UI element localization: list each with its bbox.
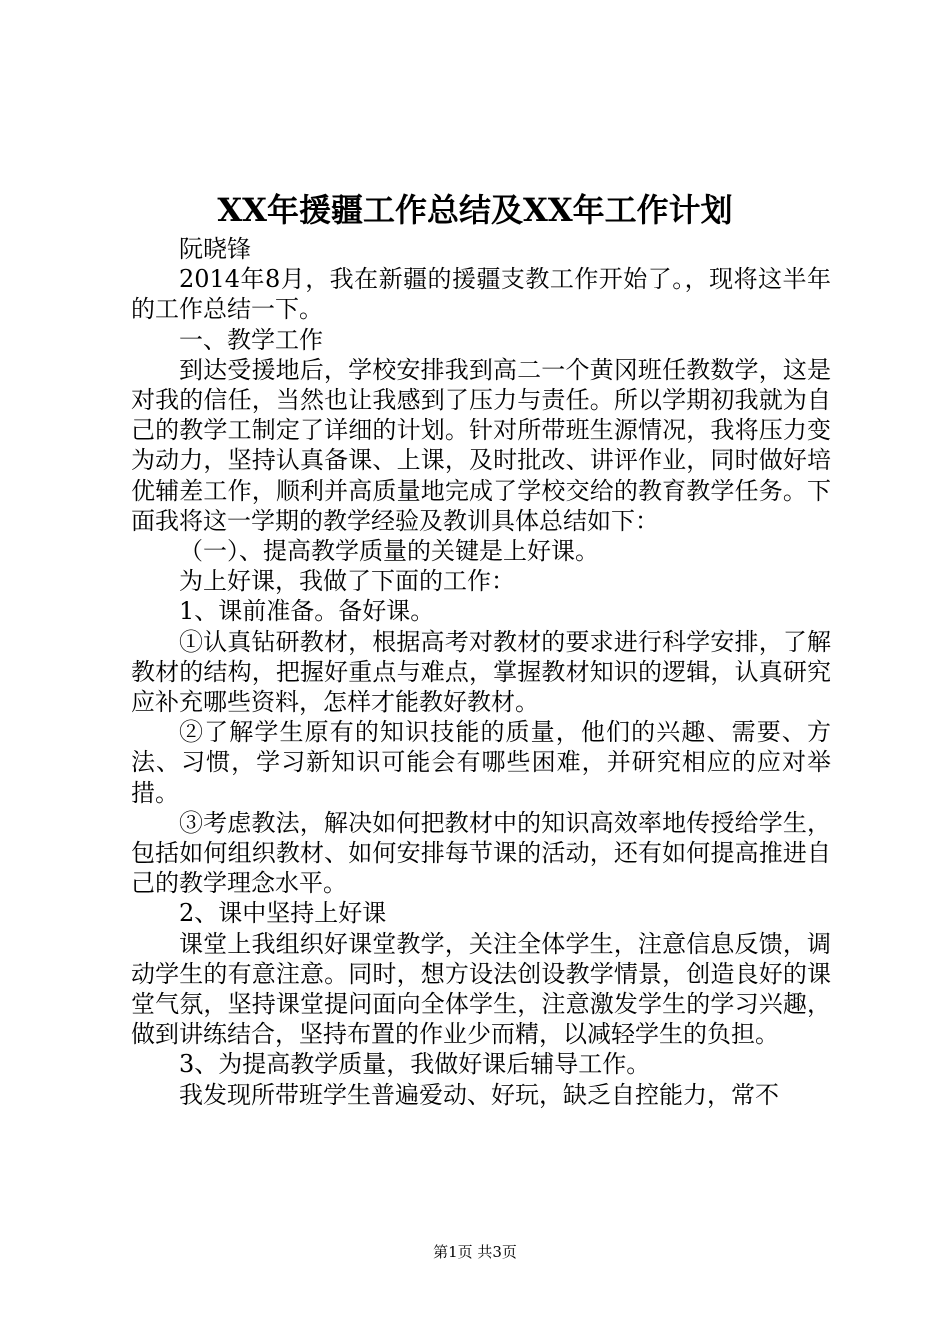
paragraph: 到达受援地后，学校安排我到高二一个黄冈班任教数学，这是对我的信任，当然也让我感到了压力与责任。所以学期初我就为自己的教学工制定了详细的计划。针对所带班生源情况，我将压力变为动力，坚持认真备课、上课，及时批改、讲评作业，同时做好培优辅差工作，顺利并高质量地完成了学校交给的教育教学任务。下面我将这一学期的教学经验及教训具体总结如下： [131, 355, 831, 535]
author-line: 阮晓锋 [179, 235, 251, 263]
section-heading: 一、教学工作 [179, 325, 323, 354]
paragraph: 课堂上我组织好课堂教学，关注全体学生，注意信息反馈，调动学生的有意注意。同时，想方设法创设教学情景，创造良好的课堂气氛，坚持课堂提问面向全体学生，注意激发学生的学习兴趣，做到讲练结合，坚持布置的作业少而精，以减轻学生的负担。 [131, 929, 831, 1049]
paragraph: 为上好课，我做了下面的工作： [179, 567, 515, 596]
paragraph: ②了解学生原有的知识技能的质量，他们的兴趣、需要、方法、习惯，学习新知识可能会有哪些困难，并研究相应的应对举措。 [131, 718, 831, 807]
paragraph: 我发现所带班学生普遍爱动、好玩，缺乏自控能力，常不 [179, 1080, 779, 1109]
paragraph: ③考虑教法，解决如何把教材中的知识高效率地传授给学生，包括如何组织教材、如何安排每节课的活动，还有如何提高推进自己的教学理念水平。 [131, 808, 831, 898]
item-heading: 2、课中坚持上好课 [179, 899, 387, 928]
page-footer: 第1页 共3页 [433, 1243, 517, 1261]
document-body [131, 234, 831, 1110]
item-heading: 3、为提高教学质量，我做好课后辅导工作。 [179, 1050, 651, 1079]
paragraph: ①认真钻研教材，根据高考对教材的要求进行科学安排，了解教材的结构，把握好重点与难点，掌握教材知识的逻辑，认真研究应补充哪些资料，怎样才能教好教材。 [131, 627, 831, 717]
subsection-heading: （一）、提高教学质量的关键是上好课。 [179, 537, 599, 566]
item-heading: 1、课前准备。备好课。 [179, 597, 435, 626]
paragraph: 2014年8月，我在新疆的援疆支教工作开始了。，现将这半年的工作总结一下。 [131, 265, 831, 324]
document-title: XX年援疆工作总结及XX年工作计划 [217, 191, 733, 229]
